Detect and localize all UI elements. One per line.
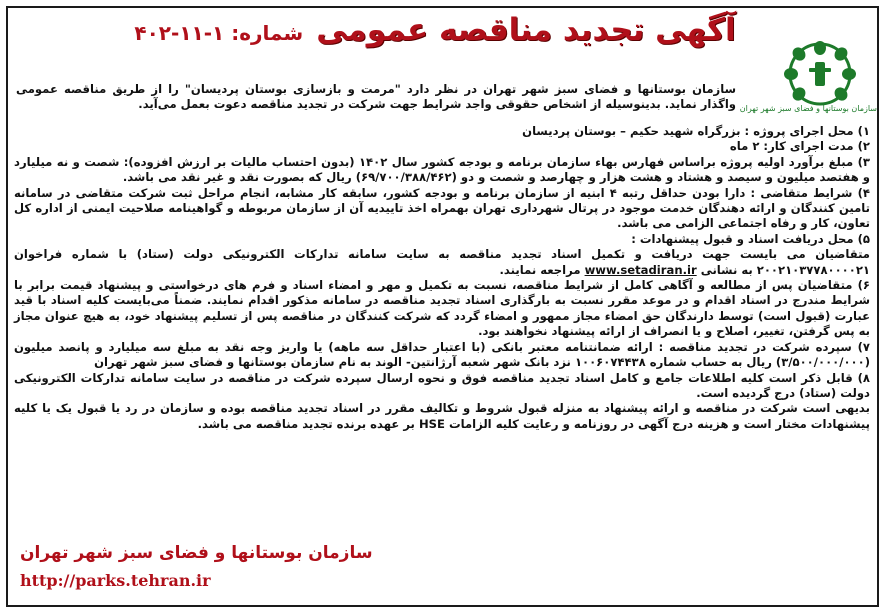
footer-organization: سازمان بوستانها و فضای سبز شهر تهران <box>20 543 373 563</box>
conditions-list <box>14 124 870 432</box>
title-line <box>134 12 735 48</box>
list-item: ۵) محل دریافت اسناد و قبول پیشنهادات : <box>631 231 870 246</box>
page-title: آگهی تجدید مناقصه عمومی <box>316 12 736 48</box>
list-item <box>14 247 870 278</box>
list-item: ۷) سپرده شرکت در تجدید مناقصه : ارائه ضمانتنامه معتبر بانکی (با اعتبار حداقل سه ماهه) یا واریز وجه نقد به مبلغ سه میلیارد و پانصد میلیون (۳/۵۰۰/۰۰۰/۰۰۰) ریال به حساب شماره ۱۰۰۶۰۷۴۴۳۸ نزد بانک شهر شعبه آرژانتین- الوند به نام سازمان بوستانها و فضای سبز شهر تهران <box>14 339 870 370</box>
tender-number: شماره: ۱-۱۱-۴۰۲ <box>134 21 304 45</box>
list-item: ۸) قابل ذکر است کلیه اطلاعات جامع و کامل اسناد تجدید مناقصه فوق و نحوه ارسال سپرده شرکت در مناقصه در سایت سامانه تدارکات الکترونیکی دولت (ستاد) درج گردیده است. <box>14 370 870 400</box>
setadiran-link[interactable]: www.setadiran.ir <box>584 262 697 277</box>
item5-text: متقاضیان می بایست جهت دریافت و تکمیل اسناد تجدید مناقصه به سایت سامانه تدارکات الکترونیکی دولت (ستاد) با شماره فراخوان ۲۰۰۲۱۰۳۷۷۸۰۰۰۰۲۱ به نشانی <box>14 247 870 277</box>
list-item: ۶) متقاضیان پس از مطالعه و آگاهی کامل از شرایط مناقصه، نسبت به تکمیل و مهر و امضاء اسناد و فرم های درخواستی و پیشنهاد قیمت برابر با شرایط مندرج در اسناد اقدام و در موعد مقرر نسبت به بارگذاری اسناد تجدید مناقصه در سامانه مذکور اقدام نمایند. ضمناً می‌بایست کلیه اسناد با قید عبارت (قبول است) توسط دارندگان حق امضاء مجاز ممهور و امضاء گردد که شرکت کنندگان در مناقصه پس از تسلیم پیشنهاد خود، به هیچ عنوان مجاز به پس گرفتن، تغییر، اصلاح و یا انصراف از ارائه پیشنهاد نخواهند بود. <box>14 278 870 339</box>
list-item: ۴) شرایط متقاضی : دارا بودن حداقل رتبه ۴ ابنیه از سازمان برنامه و بودجه کشور، سابقه کار مشابه، انجام مراحل ثبت شرکت متقاضی در سامانه تامین کنندگان و ارائه دهندگان خدمت موجود در پرتال شهرداری تهران بهمراه اخذ تاییدیه آن از سازمان مربوطه و گواهینامه صلاحیت ایمنی از اداره کل تعاون، کار و رفاه اجتماعی الزامی می باشد. <box>14 185 870 231</box>
intro-paragraph: سازمان بوستانها و فضای سبز شهر تهران در نظر دارد "مرمت و بازسازی بوستان پردیسان" را از طریق مناقصه عمومی واگذار نماید. بدینوسیله از اشخاص حقوقی واجد شرایط جهت شرکت در تجدید مناقصه دعوت بعمل می‌آید. <box>16 82 736 112</box>
closing-paragraph: بدیهی است شرکت در مناقصه و ارائه پیشنهاد به منزله قبول شروط و تکالیف مقرر در اسناد تجدید مناقصه بوده و سازمان در رد یا قبول یک یا کلیه پیشنهادات مختار است و هزینه درج آگهی در روزنامه و رعایت کلیه الزامات HSE بر عهده برنده تجدید مناقصه می باشد. <box>14 401 870 431</box>
item5-text-end: مراجعه نمایند. <box>499 262 581 277</box>
logo-caption: سازمان بوستانها و فضای سبز شهر تهران <box>739 104 877 113</box>
list-item: ۱) محل اجرای پروژه : بزرگراه شهید حکیم – بوستان پردیسان <box>522 124 870 138</box>
list-item: ۳) مبلغ برآورد اولیه پروژه براساس فهارس بهاء سازمان برنامه و بودجه کشور سال ۱۴۰۲ (بدون احتساب مالیات بر ارزش افزوده): شصت و نه میلیارد و هفتصد میلیون و سیصد و هشتاد و هشت هزار و چهارصد و شصت و دو (۶۹/۷۰۰/۳۸۸/۴۶۲) ریال که بصورت نقد و غیر نقد می باشد. <box>14 154 870 185</box>
header <box>90 12 780 82</box>
footer-url-link[interactable]: http://parks.tehran.ir <box>20 571 211 590</box>
list-item: ۲) مدت اجرای کار: ۲ ماه <box>729 139 870 154</box>
